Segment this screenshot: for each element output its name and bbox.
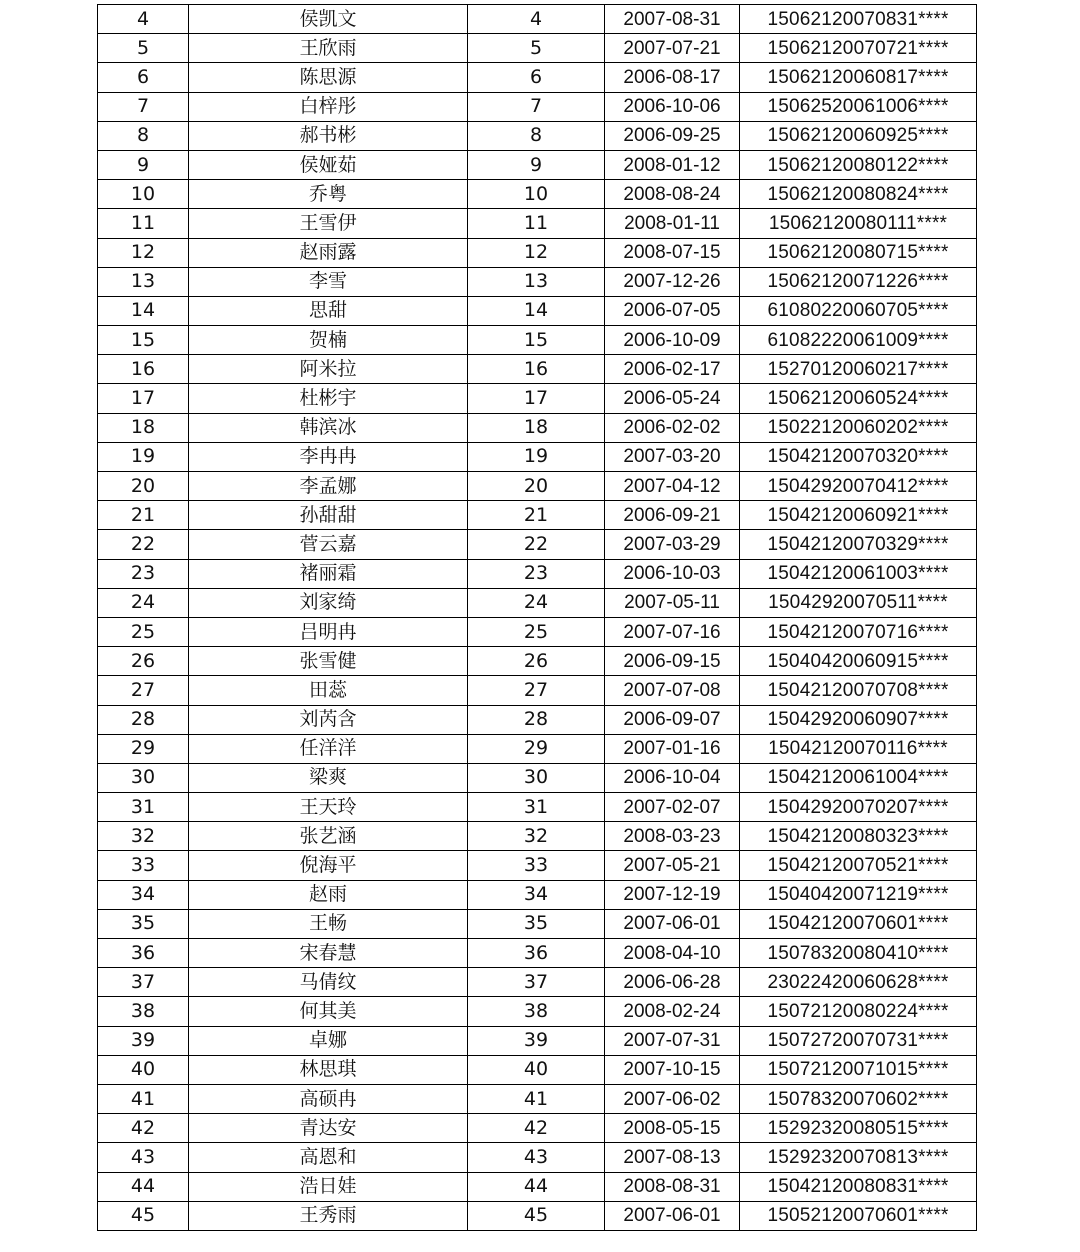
birth-date-cell: 2007-07-08 [605,676,740,705]
sequence-number-cell: 44 [468,1172,605,1201]
table-row [98,63,977,92]
row-number-cell: 13 [98,267,189,296]
table-row [98,1143,977,1172]
id-number-cell: 15040420060915**** [740,647,977,676]
birth-date-cell: 2008-01-11 [605,209,740,238]
sequence-number-cell: 43 [468,1143,605,1172]
sequence-number-cell: 20 [468,472,605,501]
student-name-cell: 张艺涵 [189,822,468,851]
row-number-cell: 27 [98,676,189,705]
sequence-number-cell: 24 [468,588,605,617]
sequence-number-cell: 14 [468,296,605,325]
student-name-cell: 赵雨露 [189,238,468,267]
birth-date-cell: 2007-12-19 [605,880,740,909]
row-number-cell: 42 [98,1114,189,1143]
sequence-number-cell: 4 [468,5,605,34]
student-name-cell: 卓娜 [189,1026,468,1055]
row-number-cell: 45 [98,1201,189,1230]
id-number-cell: 15042120070320**** [740,442,977,471]
id-number-cell: 15072120071015**** [740,1055,977,1084]
sequence-number-cell: 35 [468,909,605,938]
table-row [98,559,977,588]
row-number-cell: 25 [98,617,189,646]
table-row [98,238,977,267]
student-name-cell: 李雪 [189,267,468,296]
row-number-cell: 41 [98,1084,189,1113]
sequence-number-cell: 18 [468,413,605,442]
row-number-cell: 36 [98,939,189,968]
student-name-cell: 乔粤 [189,180,468,209]
id-number-cell: 15022120060202**** [740,413,977,442]
sequence-number-cell: 23 [468,559,605,588]
row-number-cell: 10 [98,180,189,209]
id-number-cell: 15062120080715**** [740,238,977,267]
student-name-cell: 贺楠 [189,326,468,355]
student-name-cell: 张雪健 [189,647,468,676]
table-row [98,326,977,355]
birth-date-cell: 2008-02-24 [605,997,740,1026]
sequence-number-cell: 12 [468,238,605,267]
table-row [98,501,977,530]
student-name-cell: 王畅 [189,909,468,938]
table-row [98,909,977,938]
birth-date-cell: 2006-10-09 [605,326,740,355]
student-name-cell: 倪海平 [189,851,468,880]
table-row [98,209,977,238]
id-number-cell: 15042120070601**** [740,909,977,938]
birth-date-cell: 2006-09-25 [605,121,740,150]
row-number-cell: 40 [98,1055,189,1084]
birth-date-cell: 2008-07-15 [605,238,740,267]
birth-date-cell: 2006-06-28 [605,968,740,997]
sequence-number-cell: 38 [468,997,605,1026]
row-number-cell: 34 [98,880,189,909]
student-name-cell: 韩滨冰 [189,413,468,442]
id-number-cell: 15062120080122**** [740,150,977,179]
id-number-cell: 15042920070412**** [740,472,977,501]
table-row [98,997,977,1026]
birth-date-cell: 2007-01-16 [605,734,740,763]
table-row [98,1172,977,1201]
birth-date-cell: 2007-03-29 [605,530,740,559]
id-number-cell: 15062120071226**** [740,267,977,296]
row-number-cell: 6 [98,63,189,92]
sequence-number-cell: 15 [468,326,605,355]
sequence-number-cell: 41 [468,1084,605,1113]
row-number-cell: 37 [98,968,189,997]
id-number-cell: 15042920070207**** [740,793,977,822]
table-row [98,5,977,34]
row-number-cell: 14 [98,296,189,325]
id-number-cell: 15042120080323**** [740,822,977,851]
table-row [98,763,977,792]
student-name-cell: 青达安 [189,1114,468,1143]
student-name-cell: 白梓彤 [189,92,468,121]
roster-table-body [98,5,977,1231]
row-number-cell: 28 [98,705,189,734]
row-number-cell: 19 [98,442,189,471]
table-row [98,1114,977,1143]
id-number-cell: 15062120070721**** [740,34,977,63]
row-number-cell: 26 [98,647,189,676]
table-row [98,822,977,851]
row-number-cell: 38 [98,997,189,1026]
id-number-cell: 15062120080111**** [740,209,977,238]
table-row [98,939,977,968]
id-number-cell: 15078320080410**** [740,939,977,968]
roster-table [97,4,977,1231]
table-row [98,413,977,442]
id-number-cell: 15062120060925**** [740,121,977,150]
student-name-cell: 阿米拉 [189,355,468,384]
id-number-cell: 15042920060907**** [740,705,977,734]
id-number-cell: 15078320070602**** [740,1084,977,1113]
id-number-cell: 15062520061006**** [740,92,977,121]
birth-date-cell: 2006-07-05 [605,296,740,325]
table-row [98,1055,977,1084]
sequence-number-cell: 36 [468,939,605,968]
birth-date-cell: 2006-09-07 [605,705,740,734]
birth-date-cell: 2007-10-15 [605,1055,740,1084]
row-number-cell: 15 [98,326,189,355]
student-name-cell: 何其美 [189,997,468,1026]
id-number-cell: 15052120070601**** [740,1201,977,1230]
student-name-cell: 高恩和 [189,1143,468,1172]
sequence-number-cell: 8 [468,121,605,150]
sequence-number-cell: 21 [468,501,605,530]
id-number-cell: 15062120080824**** [740,180,977,209]
sequence-number-cell: 17 [468,384,605,413]
id-number-cell: 15292320070813**** [740,1143,977,1172]
sequence-number-cell: 40 [468,1055,605,1084]
id-number-cell: 15062120060524**** [740,384,977,413]
table-row [98,1084,977,1113]
row-number-cell: 5 [98,34,189,63]
birth-date-cell: 2007-04-12 [605,472,740,501]
birth-date-cell: 2006-10-04 [605,763,740,792]
sequence-number-cell: 10 [468,180,605,209]
table-row [98,150,977,179]
row-number-cell: 39 [98,1026,189,1055]
id-number-cell: 15270120060217**** [740,355,977,384]
student-name-cell: 李冉冉 [189,442,468,471]
table-row [98,384,977,413]
student-name-cell: 菅云嘉 [189,530,468,559]
table-row [98,472,977,501]
birth-date-cell: 2007-07-21 [605,34,740,63]
birth-date-cell: 2006-02-02 [605,413,740,442]
id-number-cell: 15072120080224**** [740,997,977,1026]
table-row [98,793,977,822]
birth-date-cell: 2008-08-24 [605,180,740,209]
table-row [98,92,977,121]
row-number-cell: 4 [98,5,189,34]
birth-date-cell: 2007-06-01 [605,1201,740,1230]
sequence-number-cell: 26 [468,647,605,676]
id-number-cell: 15040420071219**** [740,880,977,909]
birth-date-cell: 2007-07-16 [605,617,740,646]
birth-date-cell: 2006-05-24 [605,384,740,413]
table-row [98,676,977,705]
table-row [98,617,977,646]
birth-date-cell: 2006-09-21 [605,501,740,530]
sequence-number-cell: 6 [468,63,605,92]
table-row [98,267,977,296]
id-number-cell: 15062120060817**** [740,63,977,92]
student-name-cell: 高硕冉 [189,1084,468,1113]
birth-date-cell: 2008-04-10 [605,939,740,968]
id-number-cell: 23022420060628**** [740,968,977,997]
id-number-cell: 61080220060705**** [740,296,977,325]
sequence-number-cell: 9 [468,150,605,179]
birth-date-cell: 2006-08-17 [605,63,740,92]
birth-date-cell: 2007-08-13 [605,1143,740,1172]
roster-table-container [97,4,973,1231]
sequence-number-cell: 32 [468,822,605,851]
sequence-number-cell: 42 [468,1114,605,1143]
sequence-number-cell: 22 [468,530,605,559]
row-number-cell: 8 [98,121,189,150]
id-number-cell: 15042120070521**** [740,851,977,880]
sequence-number-cell: 31 [468,793,605,822]
table-row [98,647,977,676]
row-number-cell: 24 [98,588,189,617]
birth-date-cell: 2007-05-11 [605,588,740,617]
sequence-number-cell: 25 [468,617,605,646]
table-row [98,121,977,150]
student-name-cell: 刘芮含 [189,705,468,734]
row-number-cell: 30 [98,763,189,792]
row-number-cell: 43 [98,1143,189,1172]
sequence-number-cell: 34 [468,880,605,909]
student-name-cell: 田蕊 [189,676,468,705]
table-row [98,880,977,909]
birth-date-cell: 2007-05-21 [605,851,740,880]
row-number-cell: 31 [98,793,189,822]
student-name-cell: 杜彬宇 [189,384,468,413]
student-name-cell: 侯娅茹 [189,150,468,179]
student-name-cell: 王天玲 [189,793,468,822]
row-number-cell: 23 [98,559,189,588]
row-number-cell: 35 [98,909,189,938]
sequence-number-cell: 33 [468,851,605,880]
student-name-cell: 任洋洋 [189,734,468,763]
student-name-cell: 宋春慧 [189,939,468,968]
birth-date-cell: 2008-05-15 [605,1114,740,1143]
row-number-cell: 29 [98,734,189,763]
student-name-cell: 王雪伊 [189,209,468,238]
row-number-cell: 44 [98,1172,189,1201]
student-name-cell: 刘家绮 [189,588,468,617]
table-row [98,1201,977,1230]
row-number-cell: 16 [98,355,189,384]
table-row [98,734,977,763]
id-number-cell: 15042120060921**** [740,501,977,530]
id-number-cell: 15042120070329**** [740,530,977,559]
sequence-number-cell: 27 [468,676,605,705]
sequence-number-cell: 30 [468,763,605,792]
sequence-number-cell: 37 [468,968,605,997]
id-number-cell: 15042120061003**** [740,559,977,588]
sequence-number-cell: 39 [468,1026,605,1055]
birth-date-cell: 2007-08-31 [605,5,740,34]
birth-date-cell: 2007-07-31 [605,1026,740,1055]
sequence-number-cell: 45 [468,1201,605,1230]
birth-date-cell: 2006-10-03 [605,559,740,588]
birth-date-cell: 2006-09-15 [605,647,740,676]
id-number-cell: 15072720070731**** [740,1026,977,1055]
birth-date-cell: 2007-06-02 [605,1084,740,1113]
sequence-number-cell: 29 [468,734,605,763]
table-row [98,851,977,880]
table-row [98,705,977,734]
student-name-cell: 褚丽霜 [189,559,468,588]
birth-date-cell: 2007-02-07 [605,793,740,822]
table-row [98,530,977,559]
id-number-cell: 15042920070511**** [740,588,977,617]
table-row [98,34,977,63]
row-number-cell: 18 [98,413,189,442]
row-number-cell: 12 [98,238,189,267]
id-number-cell: 61082220061009**** [740,326,977,355]
id-number-cell: 15042120070716**** [740,617,977,646]
row-number-cell: 22 [98,530,189,559]
table-row [98,442,977,471]
sequence-number-cell: 16 [468,355,605,384]
student-name-cell: 孙甜甜 [189,501,468,530]
sequence-number-cell: 11 [468,209,605,238]
row-number-cell: 17 [98,384,189,413]
student-name-cell: 王欣雨 [189,34,468,63]
student-name-cell: 林思琪 [189,1055,468,1084]
birth-date-cell: 2008-03-23 [605,822,740,851]
id-number-cell: 15042120070708**** [740,676,977,705]
row-number-cell: 9 [98,150,189,179]
student-name-cell: 梁爽 [189,763,468,792]
sequence-number-cell: 5 [468,34,605,63]
birth-date-cell: 2007-06-01 [605,909,740,938]
row-number-cell: 33 [98,851,189,880]
id-number-cell: 15062120070831**** [740,5,977,34]
row-number-cell: 20 [98,472,189,501]
birth-date-cell: 2008-08-31 [605,1172,740,1201]
id-number-cell: 15042120080831**** [740,1172,977,1201]
id-number-cell: 15292320080515**** [740,1114,977,1143]
student-name-cell: 浩日娃 [189,1172,468,1201]
sequence-number-cell: 7 [468,92,605,121]
table-row [98,296,977,325]
row-number-cell: 7 [98,92,189,121]
row-number-cell: 21 [98,501,189,530]
student-name-cell: 李孟娜 [189,472,468,501]
sequence-number-cell: 13 [468,267,605,296]
student-name-cell: 郝书彬 [189,121,468,150]
student-name-cell: 侯凯文 [189,5,468,34]
table-row [98,968,977,997]
row-number-cell: 32 [98,822,189,851]
table-row [98,588,977,617]
birth-date-cell: 2007-12-26 [605,267,740,296]
table-row [98,355,977,384]
sequence-number-cell: 28 [468,705,605,734]
table-row [98,180,977,209]
id-number-cell: 15042120061004**** [740,763,977,792]
id-number-cell: 15042120070116**** [740,734,977,763]
birth-date-cell: 2007-03-20 [605,442,740,471]
birth-date-cell: 2008-01-12 [605,150,740,179]
student-name-cell: 马倩纹 [189,968,468,997]
student-name-cell: 吕明冉 [189,617,468,646]
student-name-cell: 陈思源 [189,63,468,92]
sequence-number-cell: 19 [468,442,605,471]
birth-date-cell: 2006-02-17 [605,355,740,384]
student-name-cell: 赵雨 [189,880,468,909]
student-name-cell: 王秀雨 [189,1201,468,1230]
table-row [98,1026,977,1055]
row-number-cell: 11 [98,209,189,238]
student-name-cell: 思甜 [189,296,468,325]
birth-date-cell: 2006-10-06 [605,92,740,121]
